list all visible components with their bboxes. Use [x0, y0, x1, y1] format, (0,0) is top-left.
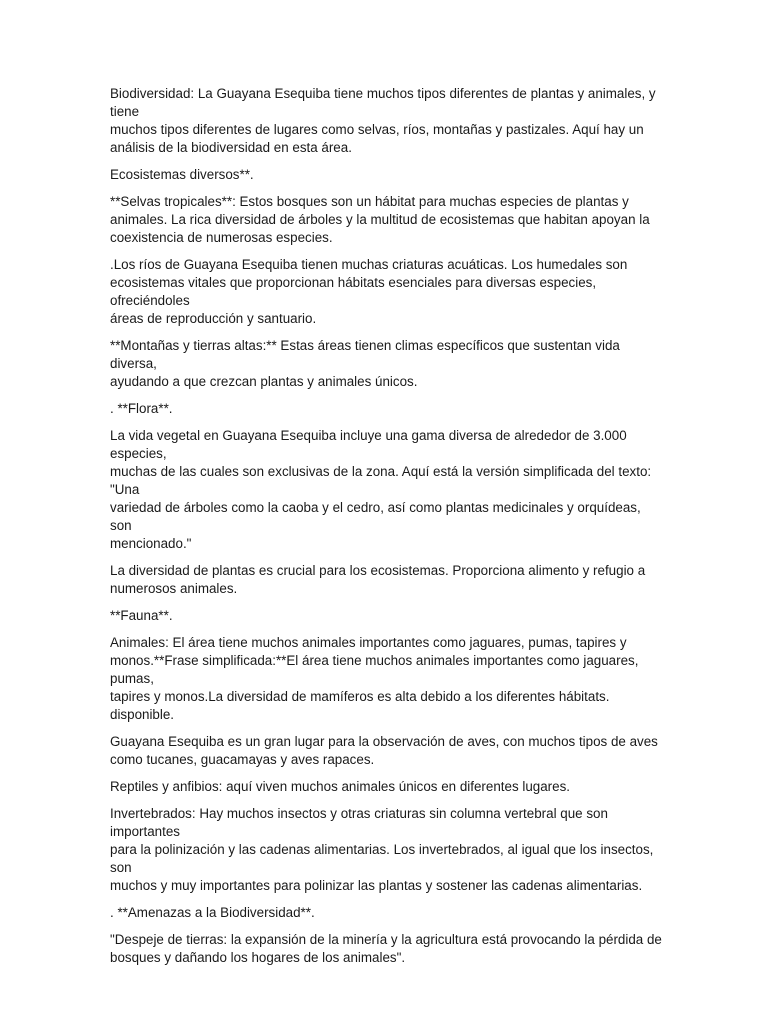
paragraph-rios-humedales: .Los ríos de Guayana Esequiba tienen muchas criaturas acuáticas. Los humedales son ecosistemas vitales que proporcionan hábitats esenciales para diversas especies, ofreciéndoles áreas de reproducción y santuario. — [110, 257, 628, 326]
paragraph-fauna-heading: **Fauna**. — [110, 608, 173, 623]
paragraph-invertebrados: Invertebrados: Hay muchos insectos y otras criaturas sin columna vertebral que son importantes para la polinización y las cadenas alimentarias. Los invertebrados, al igual que los insectos, son muchos y muy importantes para polinizar las plantas y sostener las cadenas alimentarias. — [110, 806, 654, 893]
paragraph-biodiversidad-intro: Biodiversidad: La Guayana Esequiba tiene muchos tipos diferentes de plantas y animales, y tiene muchos tipos diferentes de lugares como selvas, ríos, montañas y pastizales. Aquí hay un análisis de la biodiversidad en esta área. — [110, 86, 656, 155]
paragraph-animales: Animales: El área tiene muchos animales importantes como jaguares, pumas, tapires y monos.**Frase simplificada:**El área tiene muchos animales importantes como jaguares, pumas, tapires y monos.La diversidad de mamíferos es alta debido a los diferentes hábitats. disponible. — [110, 635, 639, 722]
paragraph-flora-heading: . **Flora**. — [110, 401, 173, 416]
paragraph-aves: Guayana Esequiba es un gran lugar para la observación de aves, con muchos tipos de aves como tucanes, guacamayas y aves rapaces. — [110, 734, 658, 767]
paragraph-montanas: **Montañas y tierras altas:** Estas áreas tienen climas específicos que sustentan vida diversa, ayudando a que crezcan plantas y animales únicos. — [110, 338, 620, 389]
document-body — [110, 85, 665, 976]
paragraph-ecosistemas-heading: Ecosistemas diversos**. — [110, 167, 254, 182]
paragraph-vida-vegetal: La vida vegetal en Guayana Esequiba incluye una gama diversa de alrededor de 3.000 especies, muchas de las cuales son exclusivas de la zona. Aquí está la versión simplificada del texto: "Una variedad de árboles como la caoba y el cedro, así como plantas medicinales y orquídeas, son mencionado." — [110, 428, 652, 551]
paragraph-diversidad-plantas: La diversidad de plantas es crucial para los ecosistemas. Proporciona alimento y refugio a numerosos animales. — [110, 563, 646, 596]
paragraph-despeje-tierras: "Despeje de tierras: la expansión de la minería y la agricultura está provocando la pérdida de bosques y dañando los hogares de los animales". — [110, 932, 662, 965]
paragraph-reptiles: Reptiles y anfibios: aquí viven muchos animales únicos en diferentes lugares. — [110, 779, 570, 794]
paragraph-selvas-tropicales: **Selvas tropicales**: Estos bosques son un hábitat para muchas especies de plantas y animales. La rica diversidad de árboles y la multitud de ecosistemas que habitan apoyan la coexistencia de numerosas especies. — [110, 194, 650, 245]
paragraph-amenazas-heading: . **Amenazas a la Biodiversidad**. — [110, 905, 315, 920]
